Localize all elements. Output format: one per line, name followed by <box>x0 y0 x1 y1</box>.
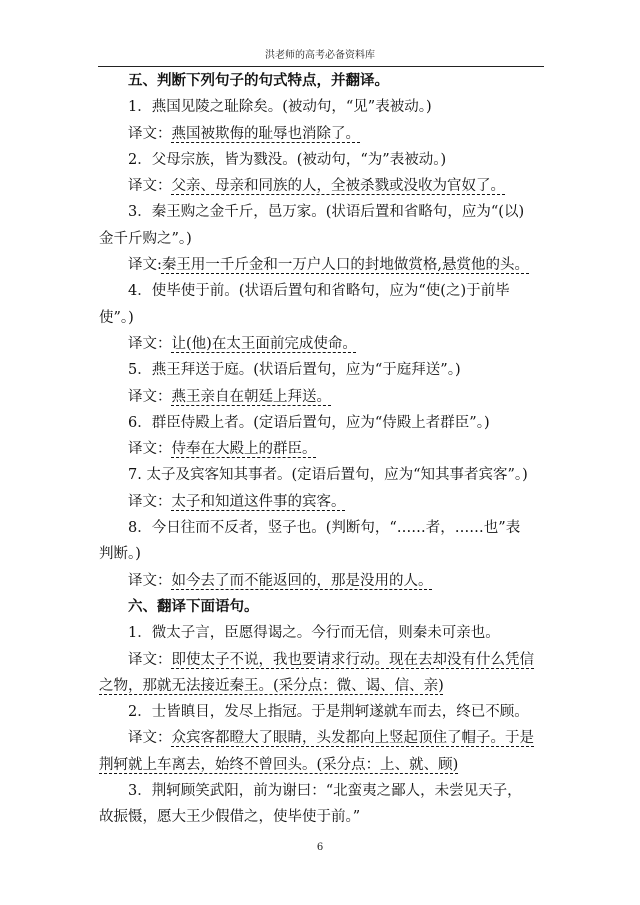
header-rule <box>98 66 544 67</box>
sentence-line <box>99 462 545 488</box>
sentence-line <box>99 778 545 804</box>
translation-text: 太子和知道这件事的宾客。 <box>171 493 346 510</box>
translation-label: 译文： <box>128 335 172 352</box>
translation-text: 让(他)在太王面前完成使命。 <box>171 335 357 352</box>
sentence-line <box>99 199 545 225</box>
translation-line <box>99 725 545 751</box>
translation-text: 父亲、母亲和同族的人，全被杀戮或没收为官奴了。 <box>171 178 505 195</box>
sentence-line <box>99 278 545 304</box>
sentence-line <box>99 673 545 699</box>
translation-label: 译文: <box>128 257 162 274</box>
page-header: 洪老师的高考必备资料库 <box>265 50 375 61</box>
translation-text: 秦王用一千斤金和一万户人口的封地做赏格,悬赏他的头。 <box>161 257 529 274</box>
translation-text: 荆轲就上车离去，始终不曾回头。(采分点：上、就、顾) <box>99 756 459 773</box>
translation-label: 译文： <box>128 493 172 510</box>
line-text: 使”。) <box>99 309 134 326</box>
translation-text: 之物，那就无法接近秦王。(采分点：微、谒、信、亲) <box>99 677 444 694</box>
line-text: 7. 太子及宾客知其事者。(定语后置句，应为“知其事者宾客”。) <box>128 467 528 484</box>
sentence-line <box>99 804 545 830</box>
translation-line <box>99 173 545 199</box>
sentence-line <box>99 94 545 120</box>
sentence-line <box>99 147 545 173</box>
line-text: 3．秦王购之金千斤，邑万家。(状语后置和省略句，应为“(以) <box>128 204 525 221</box>
translation-line <box>99 331 545 357</box>
translation-label: 译文： <box>128 572 172 589</box>
translation-text: 燕王亲自在朝廷上拜送。 <box>171 388 331 405</box>
sentence-line <box>99 699 545 725</box>
sentence-line <box>99 752 545 778</box>
page-number: 6 <box>316 842 324 853</box>
line-text: 3．荆轲顾笑武阳，前为谢曰：“北蛮夷之鄙人，未尝见天子， <box>128 783 522 800</box>
translation-label: 译文： <box>128 651 172 668</box>
translation-label: 译文： <box>128 125 172 142</box>
line-text: 2．父母宗族，皆为戮没。(被动句，“为”表被动。) <box>128 151 447 168</box>
line-text: 判断。) <box>99 546 141 563</box>
line-text: 2．士皆瞋目，发尽上指冠。于是荆轲遂就车而去，终已不顾。 <box>128 704 529 721</box>
translation-text: 侍奉在大殿上的群臣。 <box>171 441 317 458</box>
translation-text: 即使太子不说，我也要请求行动。现在去却没有什么凭信 <box>171 651 534 668</box>
translation-line <box>99 489 545 515</box>
section-heading: 五、判断下列句子的句式特点，并翻译。 <box>128 72 389 89</box>
line-text: 金千斤购之”。) <box>99 230 192 247</box>
translation-text: 众宾客都瞪大了眼睛，头发都向上竖起顶住了帽子。于是 <box>171 730 534 747</box>
line-text: 8．今日往而不反者，竖子也。(判断句，“……者，……也”表 <box>128 520 521 537</box>
translation-label: 译文： <box>128 441 172 458</box>
translation-line <box>99 436 545 462</box>
translation-line <box>99 568 545 594</box>
sentence-line <box>99 541 545 567</box>
document-body <box>99 68 545 831</box>
translation-label: 译文： <box>128 178 172 195</box>
translation-text: 燕国被欺侮的耻辱也消除了。 <box>171 125 360 142</box>
translation-text: 如今去了而不能返回的，那是没用的人。 <box>171 572 433 589</box>
line-text: 6．群臣侍殿上者。(定语后置句，应为“侍殿上者群臣”。) <box>128 414 490 431</box>
line-text: 1．微太子言，臣愿得谒之。今行而无信，则秦未可亲也。 <box>128 625 500 642</box>
translation-label: 译文： <box>128 388 172 405</box>
sentence-line <box>99 410 545 436</box>
translation-line <box>99 647 545 673</box>
sentence-line <box>99 305 545 331</box>
line-text: 1．燕国见陵之耻除矣。(被动句，“见”表被动。) <box>128 99 432 116</box>
line-text: 故振慑，愿大王少假借之，使毕使于前。” <box>99 809 361 826</box>
sentence-line <box>99 226 545 252</box>
translation-line <box>99 121 545 147</box>
section-heading: 六、翻译下面语句。 <box>128 597 259 615</box>
translation-label: 译文： <box>128 730 172 747</box>
translation-line <box>99 252 545 278</box>
line-text: 5．燕王拜送于庭。(状语后置句，应为“于庭拜送”。) <box>128 362 461 379</box>
line-text: 4．使毕使于前。(状语后置句和省略句，应为“使(之)于前毕 <box>128 283 510 300</box>
sentence-line <box>99 357 545 383</box>
translation-line <box>99 384 545 410</box>
sentence-line <box>99 515 545 541</box>
sentence-line <box>99 620 545 646</box>
